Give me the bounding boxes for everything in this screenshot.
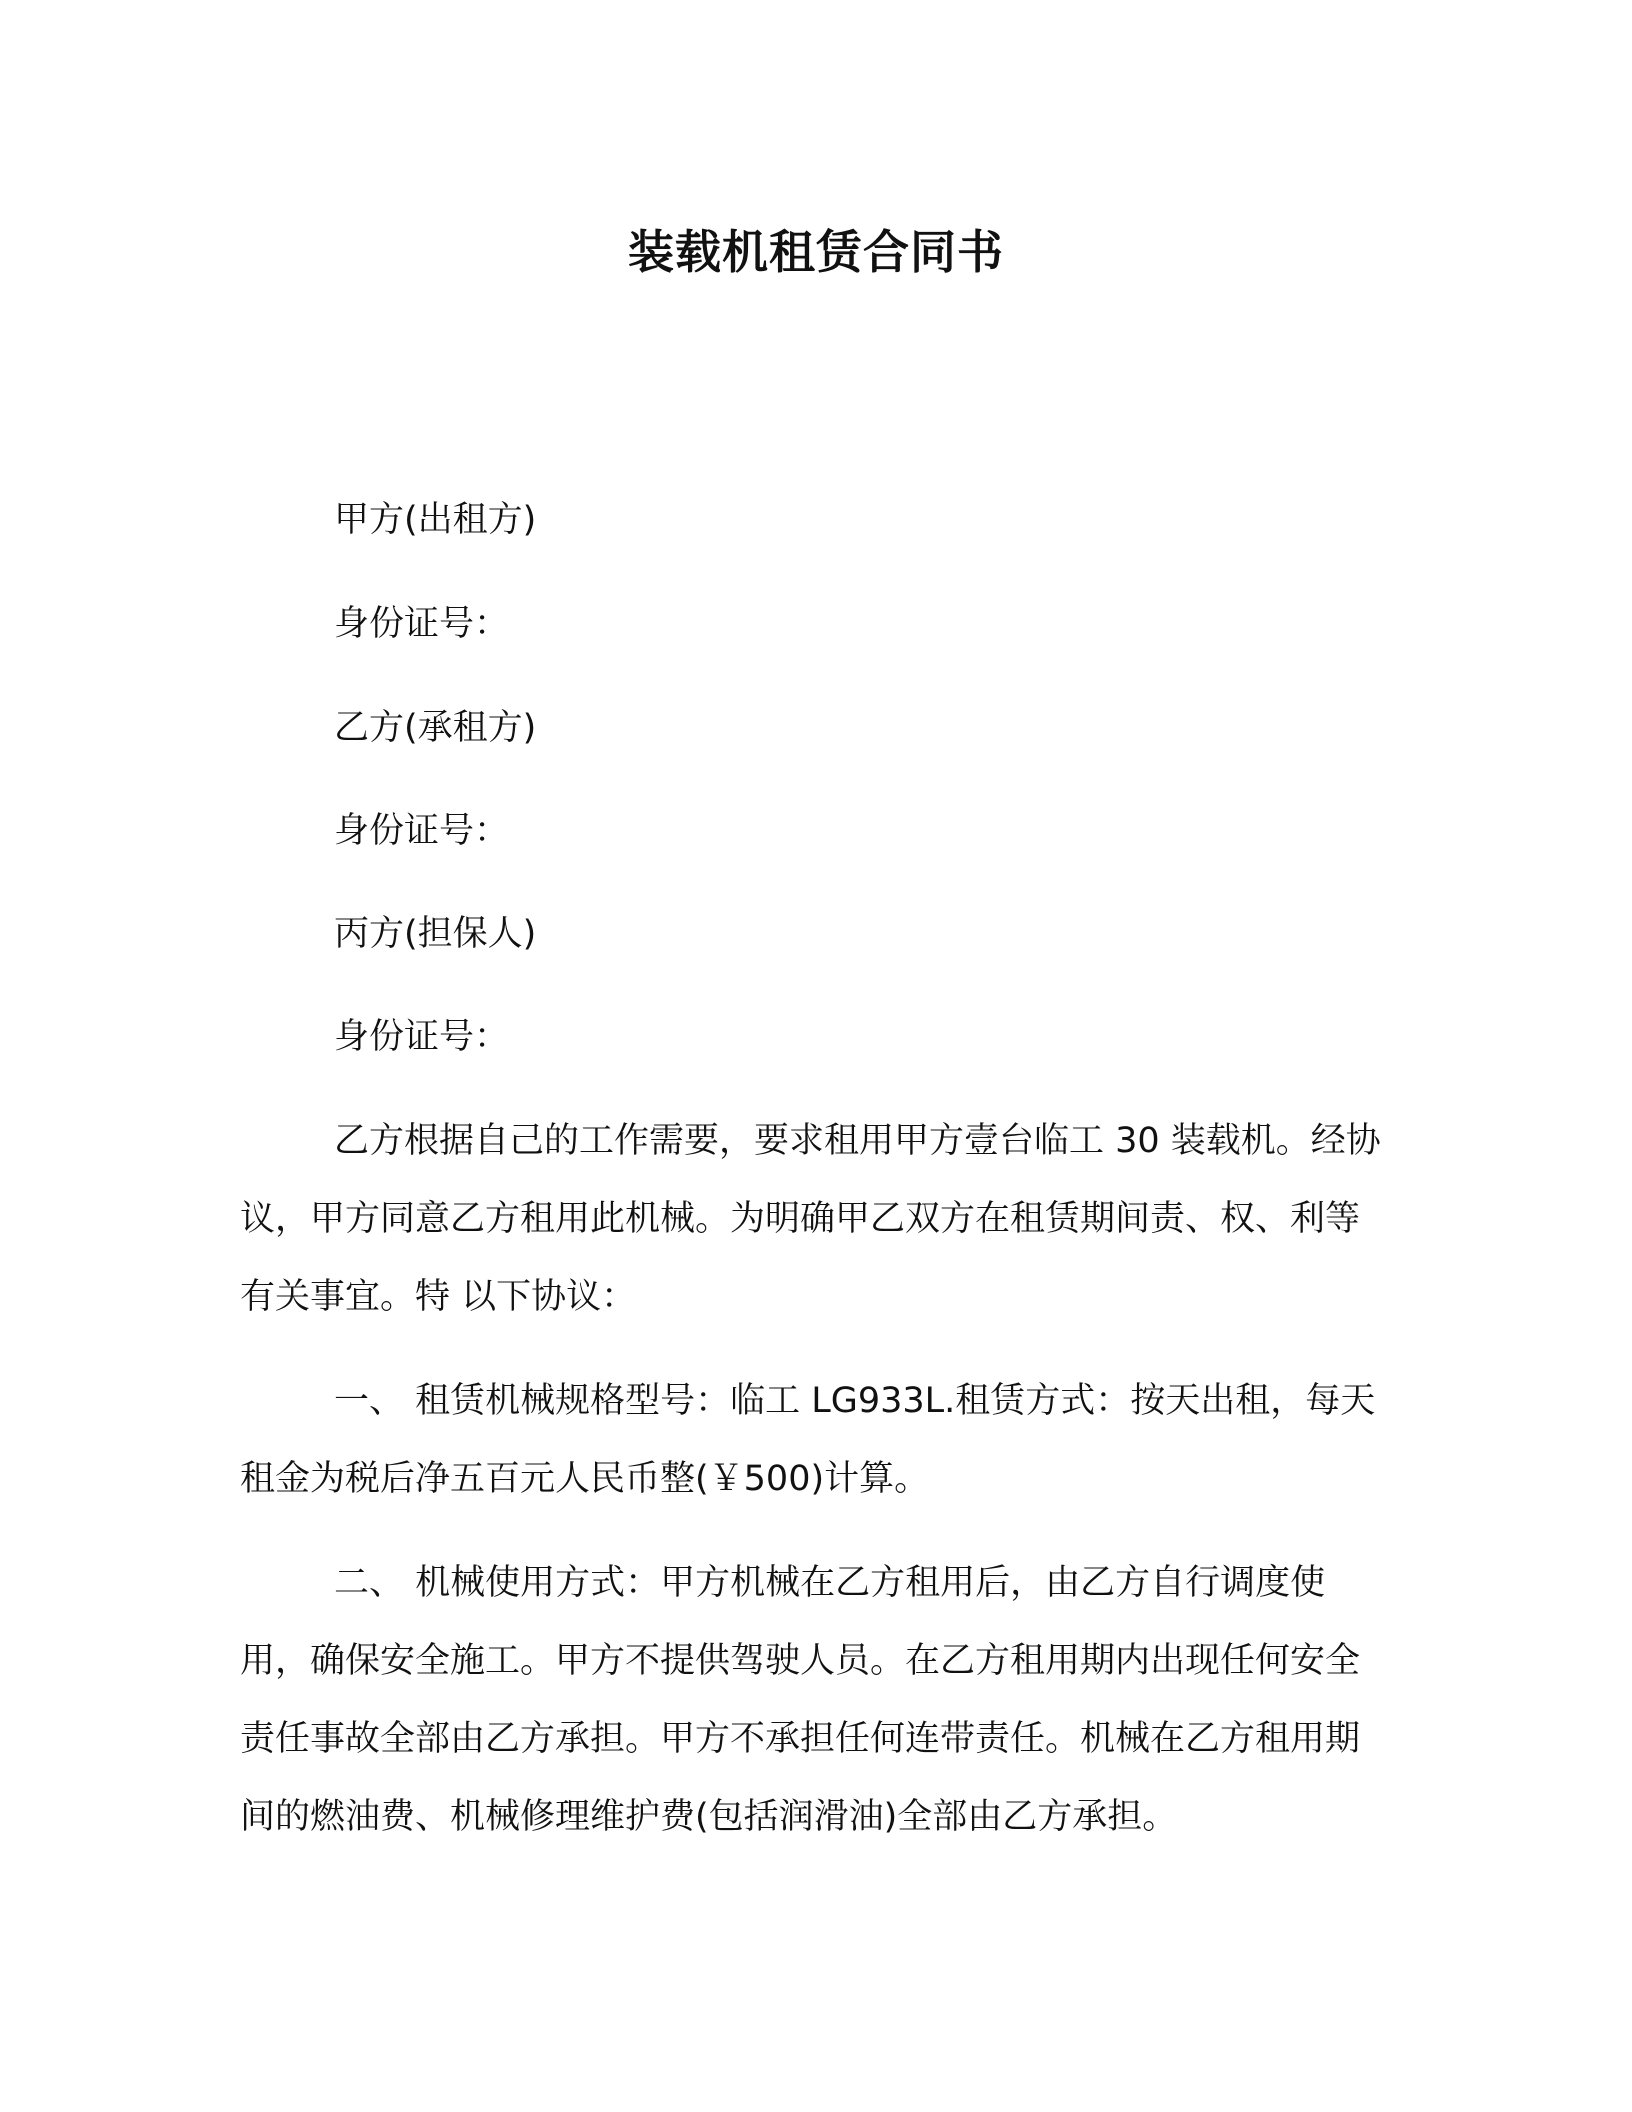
party-b-label: 乙方(承租方) <box>334 708 537 748</box>
clause-1-paragraph: 一、 租赁机械规格型号：临工 LG933L.租赁方式：按天出租，每天租金为税后净五百元人民币整(￥500)计算。 <box>240 1381 1376 1499</box>
party-b-id-label: 身份证号： <box>334 811 510 851</box>
party-a-id-label: 身份证号： <box>334 604 510 644</box>
party-a-label: 甲方(出租方) <box>334 500 537 540</box>
clause-2-paragraph: 二、 机械使用方式：甲方机械在乙方租用后，由乙方自行调度使用，确保安全施工。甲方不提供驾驶人员。在乙方租用期内出现任何安全责任事故全部由乙方承担。甲方不承担任何连带责任。机械在乙方租用期间的燃油费、机械修理维护费(包括润滑油)全部由乙方承担。 <box>240 1563 1361 1837</box>
intro-paragraph: 乙方根据自己的工作需要，要求租用甲方壹台临工 30 装载机。经协议，甲方同意乙方租用此机械。为明确甲乙双方在租赁期间责、权、利等有关事宜。特 以下协议： <box>240 1121 1381 1317</box>
document-title: 装载机租赁合同书 <box>628 225 1004 279</box>
party-c-label: 丙方(担保人) <box>334 914 537 954</box>
party-c-id-label: 身份证号： <box>334 1017 510 1057</box>
